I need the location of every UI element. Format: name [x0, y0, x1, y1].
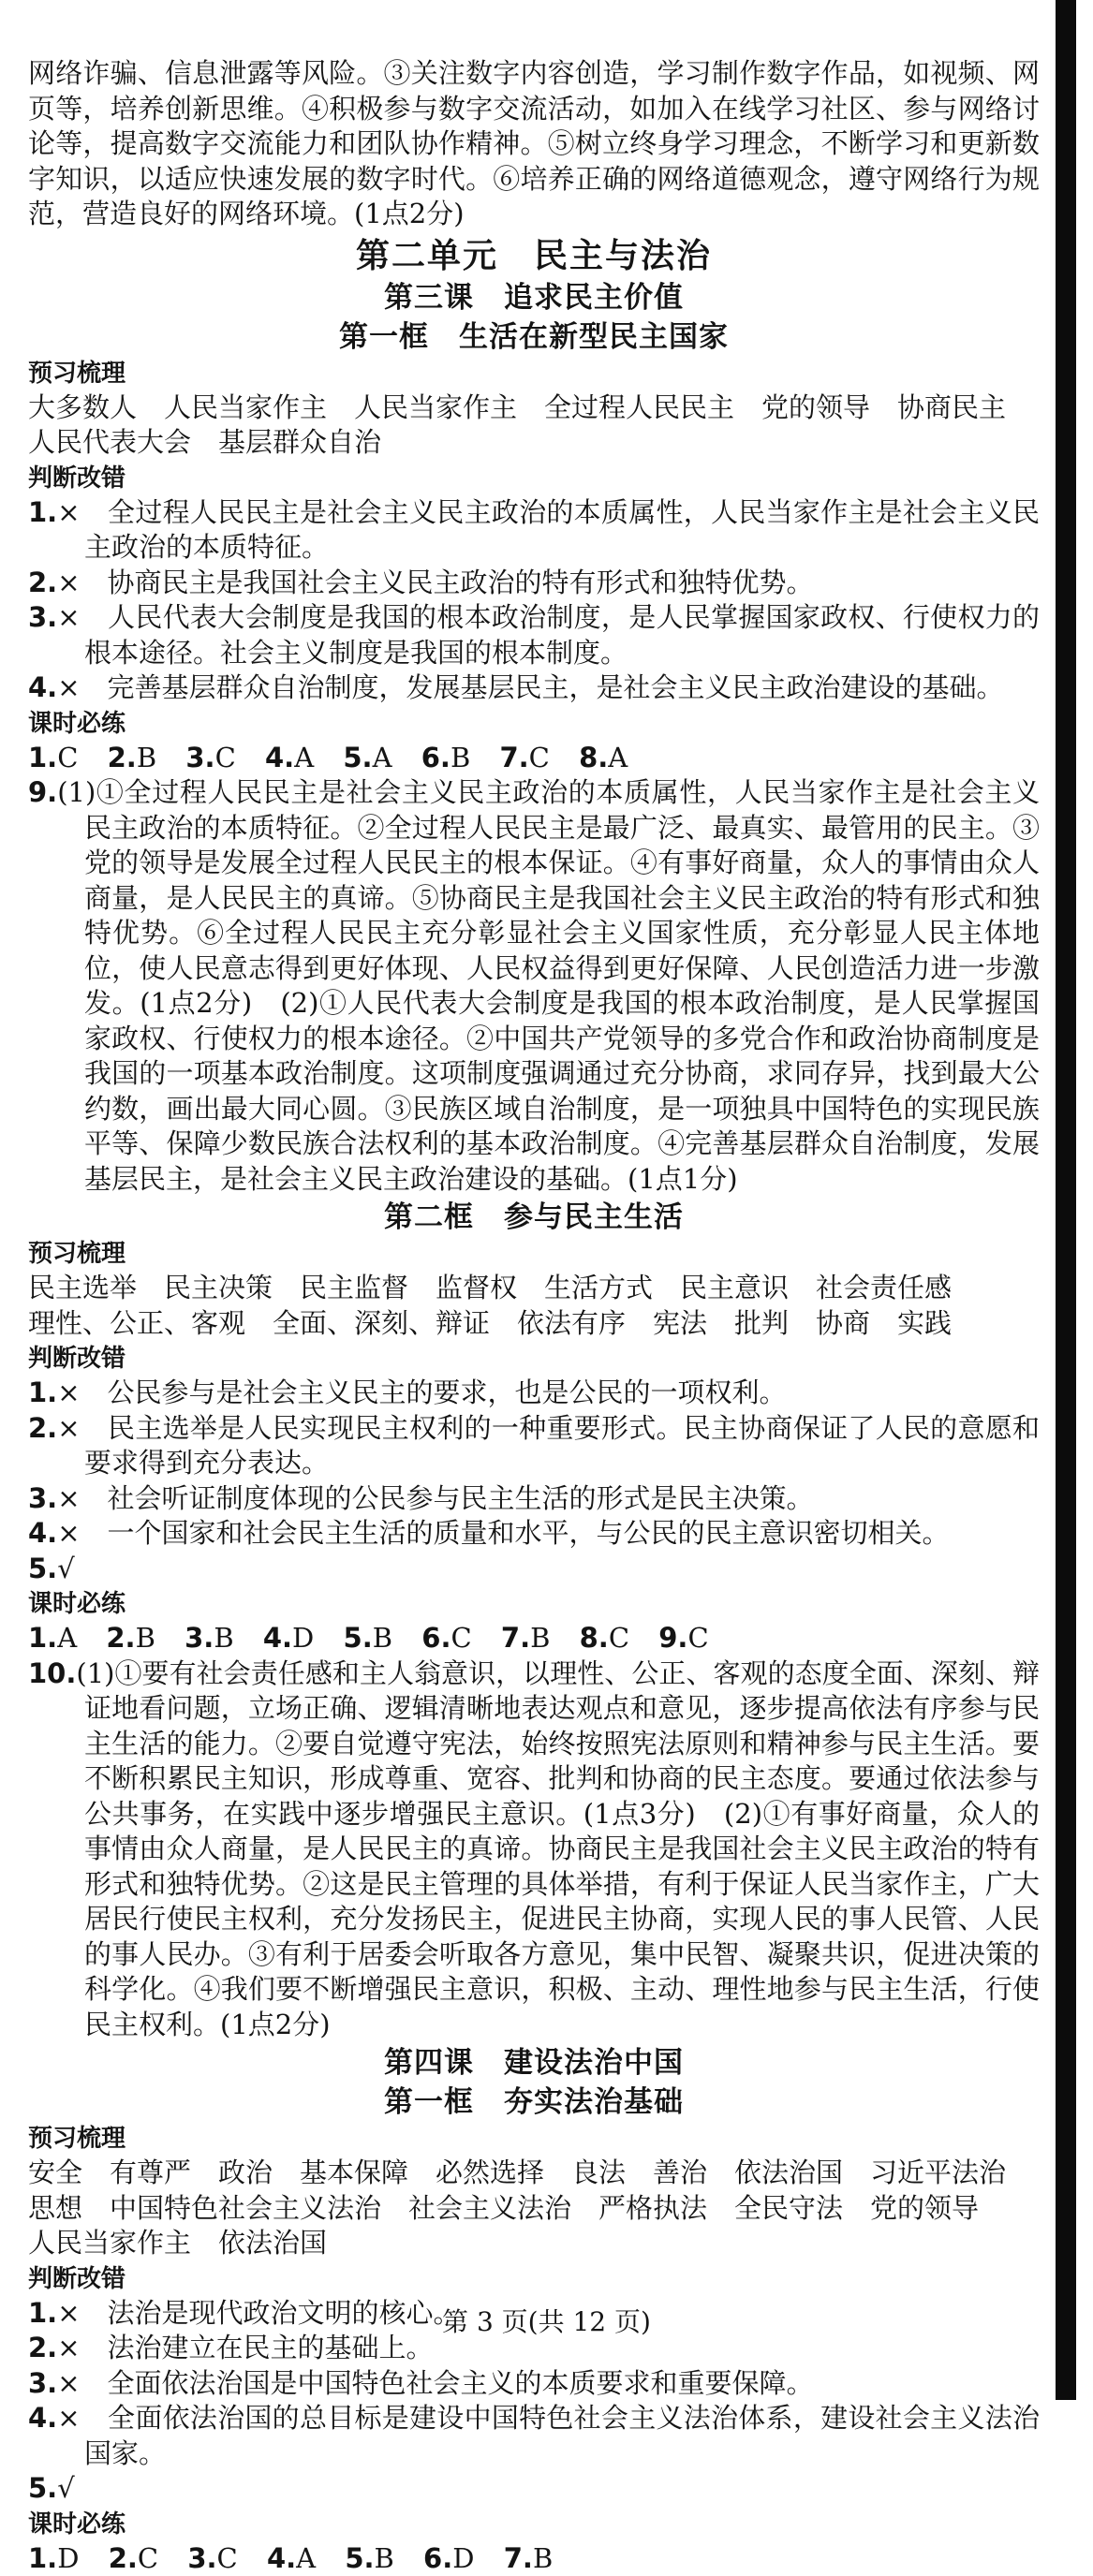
- page-edge-shadow: [1056, 0, 1076, 2400]
- essay-answer: [28, 1656, 1040, 2043]
- judge-item: [28, 1481, 1040, 1517]
- preview-keywords: 思想 中国特色社会主义法治 社会主义法治 严格执法 全民守法 党的领导: [28, 2191, 1040, 2227]
- answer-letter: C: [57, 742, 78, 773]
- answer-number: 2.: [109, 2542, 138, 2574]
- item-number: 4.: [28, 2402, 57, 2434]
- judge-item: [28, 2471, 1040, 2507]
- answer-letter: C: [217, 2542, 238, 2574]
- answer-key: [28, 1621, 1040, 1656]
- answer-key: [28, 2541, 1040, 2576]
- answer-number: 5.: [343, 742, 372, 773]
- item-text: (1)①全过程人民民主是社会主义民主政治的本质属性，人民当家作主是社会主义民主政治的本质特征。②全过程人民民主是最广泛、最真实、最管用的民主。③党的领导是发展全过程人民民主的根本保证。④有事好商量，众人的事情由众人商量，是人民民主的真谛。⑤协商民主是我国社会主义民主政治的特有形式和独特优势。⑥全过程人民民主充分彰显社会主义国家性质，充分彰显人民主体地位，使人民意志得到更好体现、人民权益得到更好保障、人民创造活力进一步激发。(1点2分) (2)①人民代表大会制度是我国的根本政治制度，是人民掌握国家政权、行使权力的根本途径。②中国共产党领导的多党合作和政治协商制度是我国的一项基本政治制度。这项制度强调通过充分协商，求同存异，找到最大公约数，画出最大同心圆。③民族区域自治制度，是一项独具中国特色的实现民族平等、保障少数民族合法权利的基本政治制度。④完善基层群众自治制度，发展基层民主，是社会主义民主政治建设的基础。(1点1分): [57, 776, 1040, 1195]
- answer-number: 3.: [185, 1622, 214, 1654]
- answer-number: 7.: [504, 2542, 533, 2574]
- judge-item: [28, 1411, 1040, 1481]
- answer-number: 6.: [421, 1622, 450, 1654]
- answer-number: 4.: [267, 2542, 296, 2574]
- item-text: × 法治建立在民主的基础上。: [57, 2332, 433, 2363]
- answer-number: 6.: [421, 742, 450, 773]
- judge-item: [28, 495, 1040, 566]
- practice-label: 课时必练: [28, 1588, 1040, 1621]
- answer-number: 7.: [501, 1622, 530, 1654]
- judge-label: 判断改错: [28, 2263, 1040, 2296]
- answer-number: 1.: [28, 742, 57, 773]
- preview-label: 预习梳理: [28, 2123, 1040, 2156]
- judge-item: [28, 1552, 1040, 1587]
- answer-letter: C: [215, 742, 236, 773]
- item-text: × 完善基层群众自治制度，发展基层民主，是社会主义民主政治建设的基础。: [57, 671, 1003, 703]
- preview-label: 预习梳理: [28, 1238, 1040, 1271]
- answer-letter: B: [214, 1622, 233, 1654]
- item-number: 2.: [28, 567, 57, 598]
- answer-letter: B: [373, 1622, 392, 1654]
- item-text: × 法治是现代政治文明的核心。: [57, 2297, 460, 2329]
- item-number: 5.: [28, 1553, 57, 1584]
- item-number: 10.: [28, 1657, 76, 1689]
- answer-letter: C: [138, 2542, 158, 2574]
- item-text: × 民主选举是人民实现民主权利的一种重要形式。民主协商保证了人民的意愿和要求得到充分表达。: [57, 1412, 1040, 1479]
- answer-key: [28, 741, 1040, 776]
- answer-letter: A: [608, 742, 628, 773]
- item-number: 3.: [28, 2367, 57, 2399]
- item-text: √: [57, 2472, 74, 2504]
- answer-number: 8.: [580, 1622, 609, 1654]
- preview-keywords: 大多数人 人民当家作主 人民当家作主 全过程人民民主 党的领导 协商民主: [28, 390, 1040, 426]
- judge-item: [28, 600, 1040, 670]
- answer-number: 4.: [263, 1622, 292, 1654]
- section-title: 第一框 生活在新型民主国家: [28, 318, 1040, 356]
- answer-number: 6.: [423, 2542, 452, 2574]
- preview-keywords: 人民当家作主 依法治国: [28, 2226, 1040, 2261]
- item-number: 2.: [28, 1412, 57, 1444]
- item-text: (1)①要有社会责任感和主人翁意识，以理性、公正、客观的态度全面、深刻、辩证地看问题，立场正确、逻辑清晰地表达观点和意见，逐步提高依法有序参与民主生活的能力。②要自觉遵守宪法，始终按照宪法原则和精神参与民主生活。要不断积累民主知识，形成尊重、宽容、批判和协商的民主态度。要通过依法参与公共事务，在实践中逐步增强民主意识。(1点3分) (2)①有事好商量，众人的事情由众人商量，是人民民主的真谛。协商民主是我国社会主义民主政治的特有形式和独特优势。②这是民主管理的具体举措，有利于保证人民当家作主，广大居民行使民主权利，充分发扬民主，促进民主协商，实现人民的事人民管、人民的事人民办。③有利于居委会听取各方意见，集中民智、凝聚共识，促进决策的科学化。④我们要不断增强民主意识，积极、主动、理性地参与民主生活，行使民主权利。(1点2分): [76, 1657, 1040, 2040]
- item-text: × 全面依法治国是中国特色社会主义的本质要求和重要保障。: [57, 2367, 813, 2399]
- unit-title: 第二单元 民主与法治: [28, 236, 1040, 277]
- answer-letter: B: [137, 742, 156, 773]
- item-number: 1.: [28, 2297, 57, 2329]
- judge-label: 判断改错: [28, 1343, 1040, 1376]
- judge-item: [28, 566, 1040, 601]
- judge-item: [28, 1376, 1040, 1411]
- practice-label: 课时必练: [28, 708, 1040, 741]
- lesson-title: 第三课 追求民主价值: [28, 279, 1040, 316]
- essay-answer: [28, 775, 1040, 1197]
- item-text: × 全过程人民民主是社会主义民主政治的本质属性，人民当家作主是社会主义民主政治的本质特征。: [57, 496, 1040, 564]
- preview-keywords: 安全 有尊严 政治 基本保障 必然选择 良法 善治 依法治国 习近平法治: [28, 2156, 1040, 2191]
- judge-item: [28, 670, 1040, 706]
- answer-letter: D: [452, 2542, 474, 2574]
- answer-letter: C: [609, 1622, 629, 1654]
- judge-item: [28, 1516, 1040, 1552]
- answer-number: 4.: [265, 742, 294, 773]
- lesson-title: 第四课 建设法治中国: [28, 2044, 1040, 2082]
- preview-keywords: 理性、公正、客观 全面、深刻、辩证 依法有序 宪法 批判 协商 实践: [28, 1306, 1040, 1342]
- item-number: 4.: [28, 671, 57, 703]
- answer-letter: C: [687, 1622, 708, 1654]
- answer-letter: B: [375, 2542, 394, 2574]
- item-text: × 协商民主是我国社会主义民主政治的特有形式和独特优势。: [57, 567, 813, 598]
- answer-letter: D: [292, 1622, 314, 1654]
- answer-number: 3.: [187, 2542, 216, 2574]
- answer-letter: B: [136, 1622, 155, 1654]
- intro-paragraph: 网络诈骗、信息泄露等风险。③关注数字内容创造，学习制作数字作品，如视频、网页等，培养创新思维。④积极参与数字交流活动，如加入在线学习社区、参与网络讨论等，提高数字交流能力和团队协作精神。⑤树立终身学习理念，不断学习和更新数字知识，以适应快速发展的数字时代。⑥培养正确的网络道德观念，遵守网络行为规范，营造良好的网络环境。(1点2分): [28, 56, 1040, 232]
- answer-number: 5.: [344, 1622, 373, 1654]
- answer-number: 1.: [28, 1622, 57, 1654]
- answer-letter: A: [57, 1622, 77, 1654]
- item-number: 2.: [28, 2332, 57, 2363]
- judge-item: [28, 2366, 1040, 2402]
- answer-letter: D: [57, 2542, 79, 2574]
- item-text: × 社会听证制度体现的公民参与民主生活的形式是民主决策。: [57, 1482, 813, 1514]
- judge-item: [28, 2401, 1040, 2471]
- preview-label: 预习梳理: [28, 358, 1040, 390]
- judge-label: 判断改错: [28, 463, 1040, 495]
- answer-letter: A: [373, 742, 392, 773]
- item-number: 4.: [28, 1517, 57, 1549]
- answer-number: 9.: [658, 1622, 687, 1654]
- answer-number: 1.: [28, 2542, 57, 2574]
- answer-letter: B: [533, 2542, 553, 2574]
- item-number: 3.: [28, 1482, 57, 1514]
- answer-letter: C: [529, 742, 550, 773]
- answer-number: 8.: [579, 742, 608, 773]
- section-title: 第二框 参与民主生活: [28, 1199, 1040, 1236]
- item-text: × 全面依法治国的总目标是建设中国特色社会主义法治体系，建设社会主义法治国家。: [57, 2402, 1040, 2469]
- item-number: 9.: [28, 776, 57, 808]
- answer-letter: A: [294, 742, 314, 773]
- item-number: 3.: [28, 601, 57, 633]
- answer-letter: C: [450, 1622, 471, 1654]
- item-text: × 一个国家和社会民主生活的质量和水平，与公民的民主意识密切相关。: [57, 1517, 949, 1549]
- item-number: 1.: [28, 496, 57, 528]
- page-content: [28, 56, 1040, 2576]
- item-text: × 公民参与是社会主义民主的要求，也是公民的一项权利。: [57, 1376, 786, 1408]
- page-footer: 第 3 页(共 12 页): [0, 2305, 1093, 2339]
- answer-number: 2.: [106, 1622, 135, 1654]
- item-text: √: [57, 1553, 74, 1584]
- answer-number: 7.: [499, 742, 528, 773]
- answer-number: 3.: [185, 742, 214, 773]
- answer-number: 2.: [108, 742, 137, 773]
- preview-keywords: 人民代表大会 基层群众自治: [28, 425, 1040, 461]
- preview-keywords: 民主选举 民主决策 民主监督 监督权 生活方式 民主意识 社会责任感: [28, 1271, 1040, 1306]
- item-number: 1.: [28, 1376, 57, 1408]
- answer-letter: B: [530, 1622, 550, 1654]
- answer-letter: B: [450, 742, 470, 773]
- item-number: 5.: [28, 2472, 57, 2504]
- answer-number: 5.: [345, 2542, 374, 2574]
- answer-letter: A: [296, 2542, 316, 2574]
- section-title: 第一框 夯实法治基础: [28, 2083, 1040, 2121]
- practice-label: 课时必练: [28, 2509, 1040, 2541]
- item-text: × 人民代表大会制度是我国的根本政治制度，是人民掌握国家政权、行使权力的根本途径。社会主义制度是我国的根本制度。: [57, 601, 1040, 669]
